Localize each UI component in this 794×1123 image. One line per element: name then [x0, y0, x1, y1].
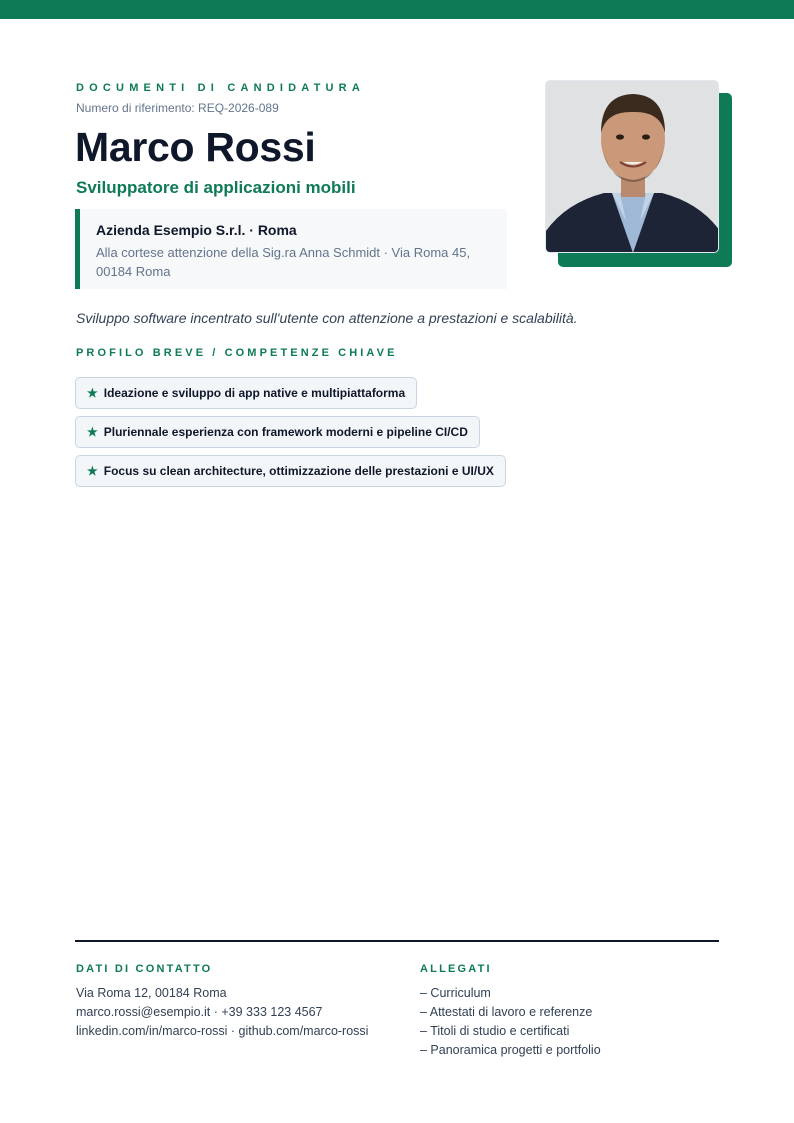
star-icon: ★ [87, 464, 98, 478]
attachments-section [420, 963, 601, 1060]
portrait-illustration [546, 81, 719, 253]
contact-title: DATI DI CONTATTO [76, 963, 213, 975]
recipient-company: Azienda Esempio S.r.l. · Roma [96, 222, 297, 238]
candidate-name: Marco Rossi [75, 124, 316, 170]
document-eyebrow: DOCUMENTI DI CANDIDATURA [76, 82, 365, 94]
skill-chip [75, 416, 480, 448]
contact-address: Via Roma 12, 00184 Roma [76, 986, 227, 1000]
attachment-item: – Panoramica progetti e portfolio [420, 1043, 601, 1057]
contact-email-phone: marco.rossi@esempio.it · +39 333 123 4567 [76, 1005, 323, 1019]
skill-chip [75, 377, 417, 409]
footer-divider [75, 940, 719, 942]
star-icon: ★ [87, 386, 98, 400]
attachments-title: ALLEGATI [420, 963, 492, 975]
attachment-item: – Titoli di studio e certificati [420, 1024, 570, 1038]
skill-label: Ideazione e sviluppo di app native e multipiattaforma [103, 386, 406, 400]
recipient-detail: Alla cortese attenzione della Sig.ra Anna Schmidt · Via Roma 45, 00184 Roma [96, 245, 471, 279]
professional-tagline: Sviluppo software incentrato sull'utente con attenzione a prestazioni e scalabilità. [76, 310, 578, 326]
top-accent-bar [0, 0, 794, 19]
attachment-item: – Attestati di lavoro e referenze [420, 1005, 593, 1019]
skill-label: Focus su clean architecture, ottimizzazione delle prestazioni e UI/UX [103, 464, 494, 478]
candidate-role: Sviluppatore di applicazioni mobili [76, 178, 356, 197]
skills-section-title: PROFILO BREVE / COMPETENZE CHIAVE [76, 347, 398, 359]
skill-chip [75, 455, 506, 487]
skills-list [75, 377, 506, 494]
attachment-item: – Curriculum [420, 986, 491, 1000]
contact-profiles: linkedin.com/in/marco-rossi · github.com/marco-rossi [76, 1024, 369, 1038]
recipient-card [75, 209, 507, 289]
portrait-photo [545, 80, 719, 253]
contact-section [76, 963, 368, 1041]
reference-number: Numero di riferimento: REQ-2026-089 [76, 101, 279, 115]
star-icon: ★ [87, 425, 98, 439]
skill-label: Pluriennale esperienza con framework moderni e pipeline CI/CD [103, 425, 468, 439]
